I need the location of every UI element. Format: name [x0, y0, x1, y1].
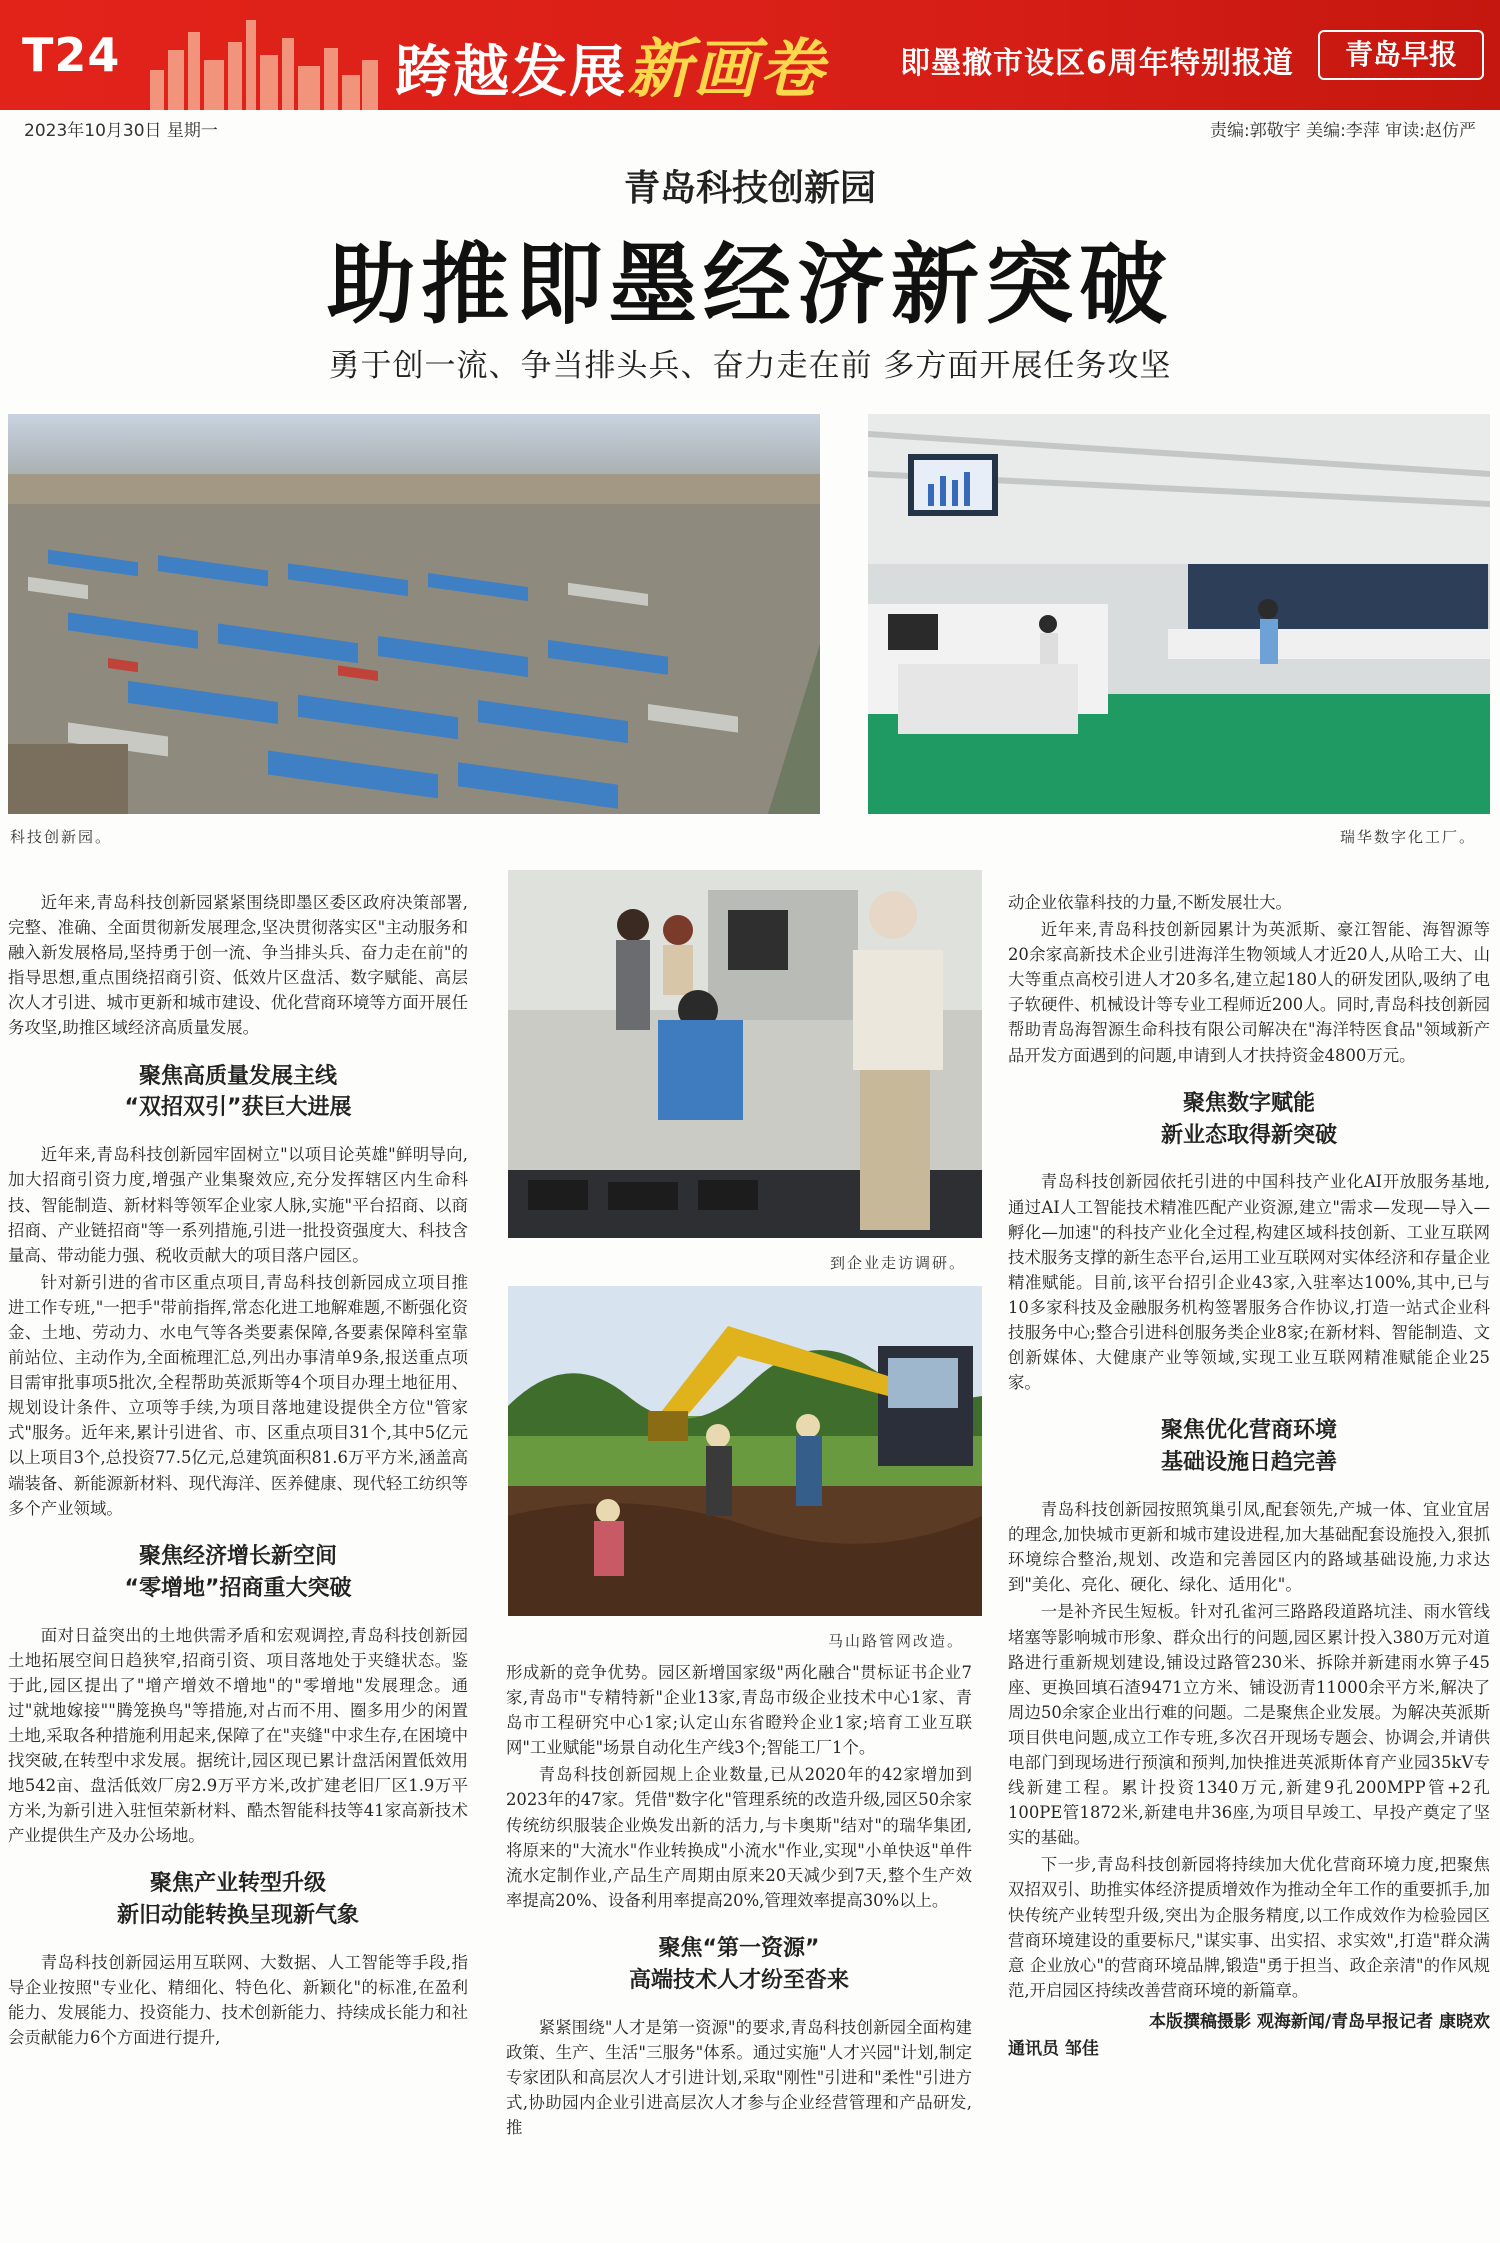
section-heading-line2: 新旧动能转换呈现新气象: [116, 1903, 359, 1929]
paragraph: 近年来,青岛科技创新园累计为英派斯、豪江智能、海智源等20余家高新技术企业引进海洋生物领域人才近20人,从哈工大、山大等重点高校引进人才20多名,建立起180人的研发团队,吸纳了电子软硬件、机械设计等专业工程师近200人。同时,青岛科技创新园帮助青岛海智源生命科技有限公司解决在"海洋特医食品"领域新产品开发方面遇到的问题,申请到人才扶持资金4800万元。: [1008, 920, 1490, 1065]
city-skyline-graphic: [150, 20, 380, 110]
newspaper-logo: 青岛早报: [1318, 30, 1484, 80]
section-heading-talent: [506, 1933, 972, 1997]
digital-factory-photo: [868, 414, 1490, 814]
intro-paragraph: 近年来,青岛科技创新园紧紧围绕即墨区委区政府决策部署,完整、准确、全面贯彻新发展理念,坚决贯彻落实区"主动服务和融入新发展格局,坚持勇于创一流、争当排头兵、奋力走在前"的指导思想,重点围绕招商引资、低效片区盘活、数字赋能、高层次人才引进、城市更新和城市建设、优化营商环境等方面开展任务攻坚,助推区域经济高质量发展。: [8, 893, 468, 1038]
section-heading-line2: 高端技术人才纷至沓来: [628, 1967, 849, 1993]
section-heading-dual-attraction: [8, 1061, 468, 1125]
paragraph: 形成新的竞争优势。园区新增国家级"两化融合"贯标证书企业7家,青岛市"专精特新"企业13家,青岛市级企业技术中心1家、青岛市工程研究中心1家;认定山东省瞪羚企业1家;培育工业互联网"工业赋能"场景自动化生产线3个;智能工厂1个。: [506, 1663, 972, 1758]
editor-credits: 责编:郭敬宇 美编:李萍 审读:赵仿严: [1210, 121, 1476, 141]
page-number: T24: [22, 28, 121, 82]
visit-photo-caption: 到企业走访调研。: [830, 1254, 967, 1272]
special-title-part2: 新画卷: [627, 32, 825, 107]
factory-photo-caption: 瑞华数字化工厂。: [1340, 828, 1477, 846]
paragraph: 针对新引进的省市区重点项目,青岛科技创新园成立项目推进工作专班,"一把手"带前指挥,常态化进工地解难题,不断强化资金、土地、劳动力、水电气等各类要素保障,各要素保障科室靠前站位、主动作为,全面梳理汇总,列出办事清单9条,报送重点项目需审批事项5批次,全程帮助英派斯等4个项目办理土地征用、规划设计条件、立项等手续,为项目落地建设提供全方位"管家式"服务。近年来,累计引进省、市、区重点项目31个,其中5亿元以上项目3个,总投资77.5亿元,总建筑面积81.6万平方米,涵盖高端装备、新能源新材料、现代海洋、医养健康、现代轻工纺织等多个产业领域。: [8, 1272, 468, 1518]
paragraph: 近年来,青岛科技创新园牢固树立"以项目论英雄"鲜明导向,加大招商引资力度,增强产业集聚效应,充分发挥辖区内生命科技、智能制造、新材料等领军企业家人脉,实施"平台招商、以商招商、产业链招商"等一系列措施,引进一批投资强度大、科技含量高、带动能力强、税收贡献大的项目落户园区。: [8, 1145, 468, 1265]
column-middle: [506, 1660, 972, 2142]
section-heading-business-environment: [1008, 1415, 1490, 1479]
section-heading-line2: 基础设施日趋完善: [1160, 1450, 1337, 1476]
section-heading-line2: 新业态取得新突破: [1160, 1122, 1337, 1148]
paragraph: 青岛科技创新园规上企业数量,已从2020年的42家增加到2023年的47家。凭借"数字化"管理系统的改造升级,园区50余家传统纺织服装企业焕发出新的活力,与卡奥斯"结对"的瑞华集团,将原来的"大流水"作业转换成"小流水"作业,实现"小单快返"单件流水定制作业,产品生产周期由原来20天减少到7天,整个生产效率提高20%、设备利用率提高20%,管理效率提高30%以上。: [506, 1765, 972, 1910]
masthead-banner: [0, 0, 1500, 110]
section-heading-zero-land: [8, 1541, 468, 1605]
paragraph: 动企业依靠科技的力量,不断发展壮大。: [1008, 893, 1292, 912]
paragraph: 青岛科技创新园运用互联网、大数据、人工智能等手段,指导企业按照"专业化、精细化、特色化、新颖化"的标准,在盈利能力、发展能力、投资能力、技术创新能力、持续成长能力和社会贡献能力6个方面进行提升,: [8, 1953, 468, 2048]
pipeline-photo-caption: 马山路管网改造。: [828, 1632, 965, 1650]
correspondent-byline: 通讯员 邹佳: [1008, 2039, 1099, 2060]
paragraph: 面对日益突出的土地供需矛盾和宏观调控,青岛科技创新园土地拓展空间日趋狭窄,招商引资、项目落地处于夹缝状态。鉴于此,园区提出了"增产增效不增地"的"零增地"发展理念。通过"就地嫁接""腾笼换鸟"等措施,对占而不用、圈多用少的闲置土地,采取各种措施利用起来,保障了在"夹缝"中求生存,在困境中找突破,在转型中求发展。据统计,园区现已累计盘活闲置低效用地542亩、盘活低效厂房2.9万平方米,改扩建老旧厂区1.9万平方米,为新引进入驻恒荣新材料、酷杰智能科技等41家高新技术产业提供生产及办公场地。: [8, 1625, 468, 1846]
article-subhead: 勇于创一流、争当排头兵、奋力走在前 多方面开展任务攻坚: [328, 348, 1172, 384]
paragraph: 青岛科技创新园按照筑巢引凤,配套领先,产城一体、宜业宜居的理念,加快城市更新和城市建设进程,加大基础配套设施投入,狠抓环境综合整治,规划、改造和完善园区内的路域基础设施,力求达到"美化、亮化、硬化、绿化、适用化"。: [1008, 1500, 1490, 1595]
column-right: [1008, 890, 1490, 2063]
section-heading-line2: “双招双引”获巨大进展: [124, 1095, 352, 1121]
section-heading-line1: 聚焦产业转型升级: [149, 1871, 326, 1897]
reporter-byline: 本版撰稿摄影 观海新闻/青岛早报记者 康晓欢: [1148, 2011, 1490, 2032]
paragraph: 一是补齐民生短板。针对孔雀河三路路段道路坑洼、雨水管线堵塞等影响城市形象、群众出行的问题,园区累计投入380万元对道路进行重新规划建设,铺设过路管230米、拆除并新建雨水箅子45座、更换回填石渣9471立方米、铺设沥青11000余平方米,解决了周边50余家企业出行难的问题。二是聚焦企业发展。为解决英派斯项目供电问题,成立工作专班,多次召开现场专题会、协调会,并请供电部门到现场进行预演和预判,加快推进英派斯体育产业园35kV专线新建工程。累计投资1340万元,新建9孔200MPP管+2孔100PE管1872米,新建电井36座,为项目早竣工、早投产奠定了坚实的基础。: [1008, 1602, 1490, 1848]
paragraph: 下一步,青岛科技创新园将持续加大优化营商环境力度,把聚焦双招双引、助推实体经济提质增效作为推动全年工作的重要抓手,加快传统产业转型升级,突出为企服务精度,以工作成效作为检验园区营商环境建设的重要标尺,"谋实事、出实招、求实效",打造"群众满意 企业放心"的营商环境品牌,锻造"勇于担当、政企亲清"的作风规范,开启园区持续改善营商环境的新篇章。: [1008, 1855, 1490, 2000]
section-heading-line1: 聚焦优化营商环境: [1160, 1418, 1337, 1444]
issue-date: 2023年10月30日 星期一: [24, 121, 218, 141]
aerial-photo-caption: 科技创新园。: [10, 828, 113, 846]
paragraph: 青岛科技创新园依托引进的中国科技产业化AI开放服务基地,通过AI人工智能技术精准匹配产业资源,建立"需求—发现—导入—孵化—加速"的科技产业化全过程,构建区域科技创新、工业互联网技术服务支撑的新生态平台,运用工业互联网对实体经济和存量企业精准赋能。目前,该平台招引企业43家,入驻率达100%,其中,已与10多家科技及金融服务机构签署服务合作协议,打造一站式企业科技服务中心;整合引进科创服务类企业8家;在新材料、智能制造、文创新媒体、大健康产业等领域,实现工业互联网精准赋能企业25家。: [1008, 1172, 1490, 1393]
enterprise-visit-photo: [508, 870, 982, 1238]
section-heading-industry-upgrade: [8, 1868, 468, 1932]
date-strip: [0, 110, 1500, 146]
section-heading-line2: “零增地”招商重大突破: [124, 1575, 352, 1601]
pipeline-renovation-photo: [508, 1286, 982, 1616]
special-subtitle: 即墨撤市设区6周年特别报道: [900, 46, 1294, 81]
section-heading-line1: 聚焦高质量发展主线: [138, 1063, 337, 1089]
section-heading-line1: 聚焦“第一资源”: [658, 1935, 820, 1961]
special-title-part1: 跨越发展: [395, 40, 627, 105]
section-heading-line1: 聚焦数字赋能: [1182, 1090, 1315, 1116]
article-headline: 助推即墨经济新突破: [326, 233, 1173, 336]
section-heading-digital: [1008, 1088, 1490, 1152]
section-heading-line1: 聚焦经济增长新空间: [138, 1543, 337, 1569]
article-kicker: 青岛科技创新园: [623, 167, 876, 209]
special-title: [395, 18, 825, 110]
column-left: [8, 890, 468, 2053]
aerial-park-photo: [8, 414, 820, 814]
paragraph: 紧紧围绕"人才是第一资源"的要求,青岛科技创新园全面构建政策、生产、生活"三服务"体系。通过实施"人才兴园"计划,制定专家团队和高层次人才引进计划,采取"刚性"引进和"柔性"引进方式,协助园内企业引进高层次人才参与企业经营管理和产品研发,推: [506, 2017, 972, 2138]
